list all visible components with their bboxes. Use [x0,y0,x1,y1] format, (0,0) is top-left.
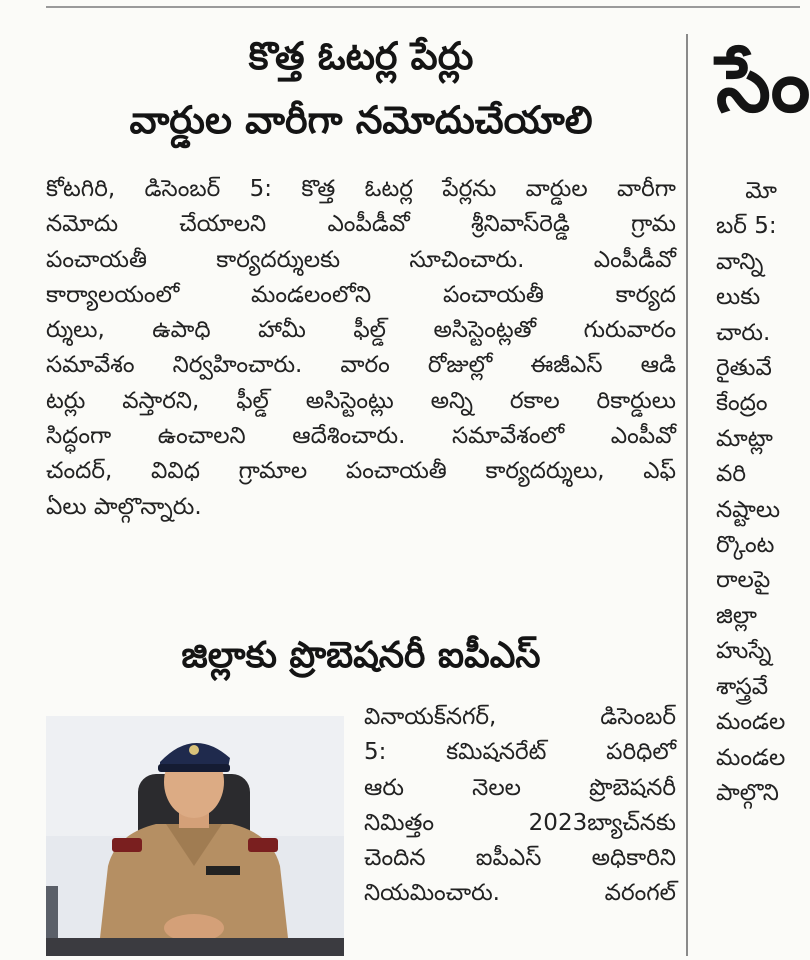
officer-photo-illustration [46,716,344,956]
right-article-line: శాస్త్రవే [716,673,769,700]
right-article-line: పాల్గొని [716,779,779,806]
right-article-line: వాన్ని [716,248,764,275]
right-article-line: మండల [716,744,786,771]
top-rule [46,6,800,8]
right-article-line: కేంద్రం [716,390,768,417]
right-article-line: బర్ 5: [716,213,777,240]
column-divider [686,34,688,956]
voter-article-body [46,172,676,525]
right-article-line: జిల్లా [716,602,757,629]
ips-article-line: వినాయక్‌నగర్, డిసెంబర్ [364,704,676,730]
article-line: సిద్ధంగా ఉంచాలని ఆదేశించారు. సమావేశంలో ఎంపీవో [46,423,676,450]
article-line: టర్లు వస్తారని, ఫీల్డ్ అసిస్టెంట్లు అన్ని రకాల రికార్డులు [46,387,676,414]
right-article-line: రాలపై [716,567,771,594]
article-line: నమోదు చేయాలని ఎంపీడీవో శ్రీనివాస్‌రెడ్డి గ్రామ [46,211,676,238]
right-article-line: మో [716,178,777,204]
right-article-line: వరి [716,461,746,488]
officer-photo [46,716,344,956]
right-article-line: చారు. [716,319,771,346]
right-article-body [716,174,785,811]
article-line: పంచాయతీ కార్యదర్శులకు సూచించారు. ఎంపీడీవో [46,246,676,273]
right-column-cropped [716,0,810,956]
headline-line-1: కొత్త ఓటర్ల పేర్లు [248,34,474,78]
ips-article-line: నిమిత్తం 2023బ్యాచ్‌నకు [364,809,676,836]
ips-article-line: ఆరు నెలల ప్రొబెషనరీ [364,774,676,801]
right-article-line: మండల [716,709,786,736]
right-article-line: నష్టాలు [716,496,781,523]
ips-article-line: 5: కమిషనరేట్ పరిధిలో [364,739,676,766]
right-article-line: రైతువే [716,355,772,382]
right-headline-fragment: సేం [716,40,810,130]
headline-line-2: వార్డుల వారీగా నమోదుచేయాలి [129,98,593,142]
article-line: ఏలు పాల్గొన్నారు. [46,493,202,520]
right-article-line: మాట్లా [716,425,773,452]
article-line: కోటగిరి, డిసెంబర్ 5: కొత్త ఓటర్ల పేర్లను వార్డుల వారీగా [46,176,676,202]
ips-article-line: చెందిన ఐపీఎస్ అధికారిని [364,845,676,872]
article-line: సమావేశం నిర్వహించారు. వారం రోజుల్లో ఈజీఎస్ ఆడి [46,352,676,379]
ips-article-body [364,699,676,911]
right-article-line: హుస్నే [716,638,772,665]
right-article-line: ర్కొంట [716,532,775,559]
article-line: కార్యాలయంలో మండలంలోని పంచాయతీ కార్యద [46,281,676,308]
article-line: ర్శులు, ఉపాధి హామీ ఫీల్డ్ అసిస్టెంట్లతో గురువారం [46,317,676,344]
ips-article-line: నియమించారు. వరంగల్ [364,880,676,907]
article-line: చందర్, వివిధ గ్రామాల పంచాయతీ కార్యదర్శులు, ఎఫ్ [46,458,676,485]
ips-headline: జిల్లాకు ప్రొబెషనరీ ఐపీఎస్ [181,635,541,676]
right-article-line: లుకు [716,284,761,311]
